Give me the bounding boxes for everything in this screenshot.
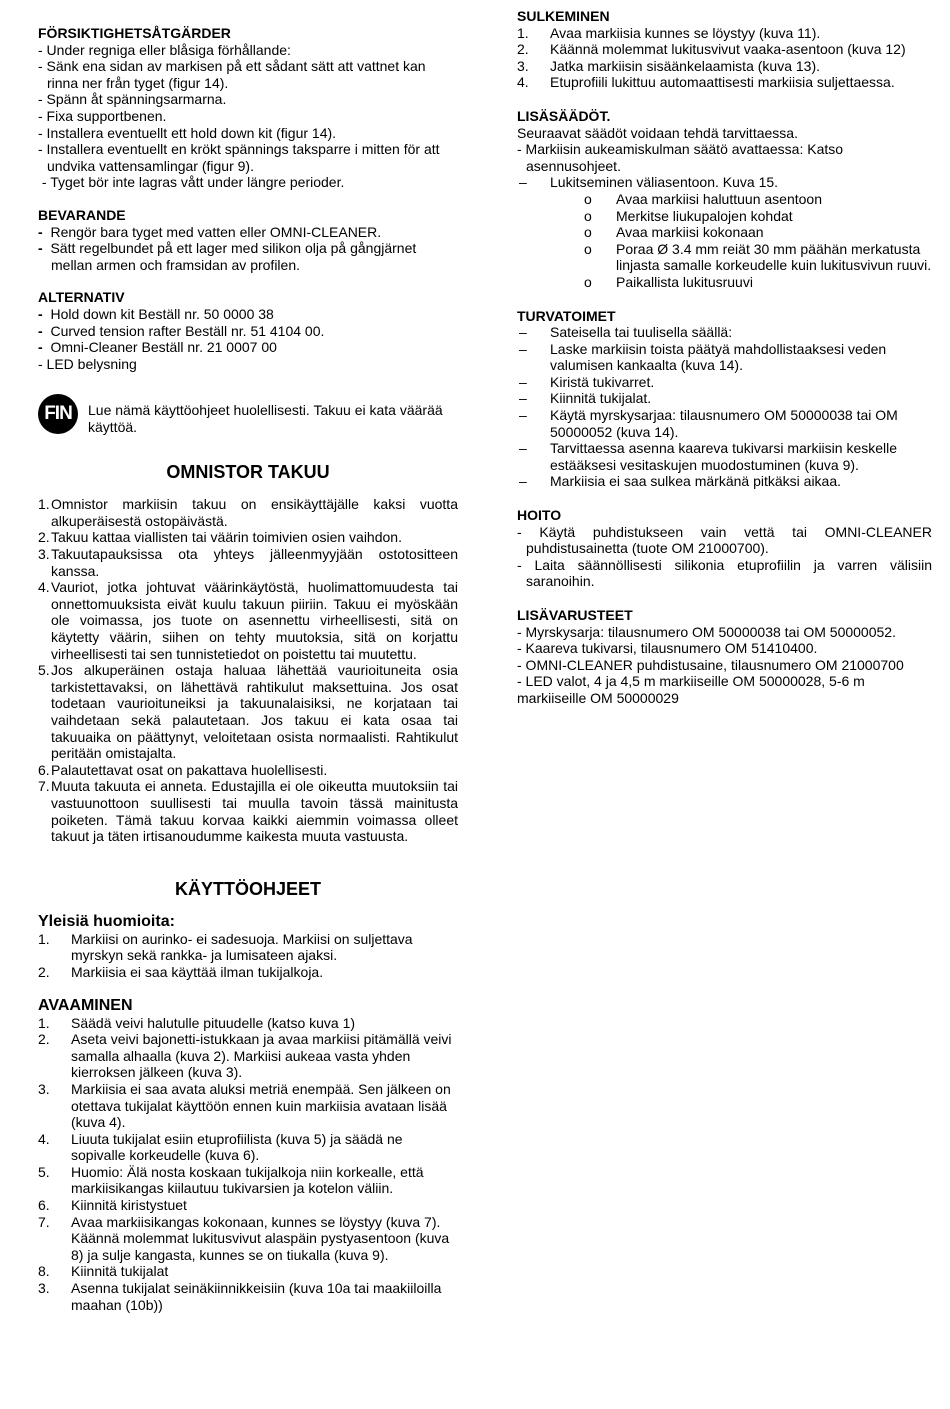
item-number: 1.: [38, 1014, 50, 1031]
dash-marker: -: [38, 223, 43, 240]
dash-marker: –: [519, 473, 527, 490]
item-number: 6.: [38, 1197, 50, 1214]
dash-marker: –: [519, 390, 527, 407]
list-item-text: Muuta takuuta ei anneta. Edustajilla ei ole oikeutta muutoksiin tai vastuunottoon suullisesti tai muulla tavoin tässä mainitusta poiketen. Tämä takuu korvaa kaikki aiemmin voimassa olleet takuut ja täten irtisanoudumme kaikesta muuta vastuusta.: [51, 778, 458, 845]
list-item: [38, 240, 458, 273]
list-item-text: Avaa markiisia kunnes se löystyy (kuva 11).: [550, 24, 821, 41]
list-item-text: Takuutapauksissa ota yhteys jälleenmyyjään ostotositteen kanssa.: [51, 546, 458, 579]
circle-marker: o: [584, 240, 592, 257]
dash-marker: –: [519, 174, 527, 191]
section-care: [517, 507, 932, 590]
item-number: 5.: [38, 1163, 50, 1180]
item-number: 3.: [38, 546, 50, 563]
list-item-text: Käännä molemmat lukitusvivut vaaka-asentoon (kuva 12): [550, 41, 906, 58]
item-number: 6.: [38, 761, 50, 778]
item-number: 8.: [38, 1263, 50, 1280]
list-item-text: Etuprofiili lukittuu automaattisesti markiisia suljettaessa.: [550, 74, 895, 91]
list-item-text: Sateisella tai tuulisella säällä:: [550, 324, 733, 341]
section-heading: AVAAMINEN: [38, 996, 133, 1014]
text-line: Seuraavat säädöt voidaan tehdä tarvittaessa.: [517, 124, 798, 141]
list-item-text: Kiristä tukivarret.: [550, 373, 655, 390]
item-number: 2.: [38, 529, 50, 546]
list-item-text: Huomio: Älä nosta koskaan tukijalkoja niin korkealle, että markiisikangas kiilautuu tukivarsien ja kotelon väliin.: [71, 1163, 424, 1197]
list-item-text: Jatka markiisin sisäänkelaamista (kuva 13).: [550, 57, 820, 74]
list-item: [517, 174, 932, 191]
list-item: [38, 1263, 458, 1280]
section-heading: Yleisiä huomioita:: [38, 912, 175, 930]
section-heading: ALTERNATIV: [38, 289, 125, 306]
list-item: [517, 58, 932, 75]
text-line: - OMNI-CLEANER puhdistusaine, tilausnumero OM 21000700: [517, 656, 904, 673]
list-item-text: Takuu kattaa viallisten tai väärin toimivien osien vaihdon.: [51, 529, 402, 546]
section-alternativ: [38, 289, 458, 372]
list-item-text: Markiisi on aurinko- ei sadesuoja. Markiisi on suljettava myrskyn sekä rankka- ja lumisateen ajaksi.: [71, 930, 413, 964]
item-number: 5.: [38, 662, 50, 679]
text-line: - Fixa supportbenen.: [38, 107, 167, 124]
list-item-text: Paikallista lukitusruuvi: [616, 273, 753, 290]
dash-marker: –: [519, 373, 527, 390]
list-item-text: Laske markiisin toista päätyä mahdollistaaksesi veden valumisen kankaalta (kuva 14).: [550, 340, 887, 374]
right-column: [517, 0, 932, 707]
list-item-text: Aseta veivi bajonetti-istukkaan ja avaa markiisi pitämällä veivi samalla alhaalla (kuva 2). Markiisi aukeaa vasta yhden kierroksen jälkeen (kuva 3).: [71, 1031, 452, 1081]
text-line: - Laita säännöllisesti silikonia etuprofiilin ja varren välisiin saranoihin.: [517, 556, 932, 590]
item-number: 3.: [517, 57, 529, 74]
list-item-text: Lukitseminen väliasentoon. Kuva 15.: [550, 174, 779, 191]
text-line: - LED belysning: [38, 355, 137, 372]
item-number: 2.: [517, 41, 529, 58]
item-number: 1.: [38, 496, 50, 513]
dash-marker: –: [519, 340, 527, 357]
warranty-title: OMNISTOR TAKUU: [166, 462, 330, 483]
text-line: - Kaareva tukivarsi, tilausnumero OM 51410400.: [517, 640, 818, 657]
section-heading: TURVATOIMET: [517, 307, 616, 324]
list-item: [38, 964, 458, 981]
list-item: [517, 324, 932, 341]
list-item: [38, 579, 458, 662]
list-item: [38, 1131, 458, 1164]
list-item: [38, 323, 458, 340]
list-item: [38, 762, 458, 779]
circle-marker: o: [584, 273, 592, 290]
sub-list-item: [517, 274, 932, 291]
item-number: 3.: [38, 1280, 50, 1297]
section-general-notes: [38, 913, 458, 981]
section-heading: FÖRSIKTIGHETSÅTGÄRDER: [38, 25, 231, 41]
list-item-text: Kiinnitä kiristystuet: [71, 1197, 187, 1214]
section-forsiktighet: [38, 25, 458, 191]
list-item-text: Säädä veivi halutulle pituudelle (katso kuva 1): [71, 1014, 356, 1031]
list-item: [38, 1081, 458, 1131]
text-line: - Käytä puhdistukseen vain vettä tai OMNI-CLEANER puhdistusainetta (tuote OM 21000700).: [517, 523, 932, 557]
list-item-text: Kiinnitä tukijalat.: [550, 390, 652, 407]
item-number: 2.: [38, 963, 50, 980]
list-item-text: Rengör bara tyget med vatten eller OMNI-CLEANER.: [50, 223, 382, 240]
list-item: [38, 306, 458, 323]
item-number: 4.: [38, 1130, 50, 1147]
item-number: 4.: [38, 579, 50, 596]
dash-marker: -: [38, 339, 43, 356]
list-item: [517, 440, 932, 473]
list-item: [38, 496, 458, 529]
dash-marker: –: [519, 407, 527, 424]
list-item: [38, 1015, 458, 1032]
list-item-text: Poraa Ø 3.4 mm reiät 30 mm päähän merkatusta linjasta samalle korkeudelle kuin lukitusvivun ruuvi.: [616, 240, 932, 274]
list-item-text: Avaa markiisikangas kokonaan, kunnes se löystyy (kuva 7). Käännä molemmat lukitusvivut alaspäin pystyasentoon (kuva 8) ja sulje kangasta, kunnes se on tiukalla (kuva 9).: [71, 1213, 450, 1263]
section-closing: [517, 8, 932, 91]
list-item-text: Hold down kit Beställ nr. 50 0000 38: [50, 305, 274, 322]
dash-marker: –: [519, 440, 527, 457]
left-column: [38, 0, 458, 1313]
dash-marker: –: [519, 324, 527, 341]
sub-list-item: [517, 208, 932, 225]
list-item: [517, 374, 932, 391]
list-item-text: Avaa markiisi haluttuun asentoon: [616, 190, 822, 207]
list-item: [38, 1031, 458, 1081]
list-item-text: Merkitse liukupalojen kohdat: [616, 207, 793, 224]
list-item-text: Omnistor markiisin takuu on ensikäyttäjälle kaksi vuotta alkuperäisestä ostopäivästä.: [51, 496, 458, 529]
section-heading: BEVARANDE: [38, 206, 126, 223]
list-item-text: Omni-Cleaner Beställ nr. 21 0007 00: [50, 339, 277, 356]
text-line: - Installera eventuellt ett hold down kit (figur 14).: [38, 124, 337, 141]
list-item: [517, 74, 932, 91]
text-line: - Installera eventuellt en krökt spännings taksparre i mitten för att undvika vattensamlingar (figur 9).: [38, 141, 440, 174]
list-item: [517, 25, 932, 42]
list-item: [38, 529, 458, 546]
fin-badge-icon: FIN: [38, 394, 78, 434]
list-item-text: Palautettavat osat on pakattava huolellisesti.: [51, 761, 328, 778]
sub-list-item: [517, 191, 932, 208]
list-item: [38, 778, 458, 844]
section-safety: [517, 308, 932, 491]
list-item: [38, 224, 458, 241]
list-item-text: Kiinnitä tukijalat: [71, 1263, 169, 1280]
list-item-text: Markiisia ei saa avata aluksi metriä enempää. Sen jälkeen on otettava tukijalat käyttöön ennen kuin markiisia avataan lisää (kuva 4).: [71, 1080, 451, 1131]
item-number: 2.: [38, 1031, 50, 1048]
list-item-text: Markiisia ei saa käyttää ilman tukijalkoja.: [71, 963, 324, 980]
text-line: - Sänk ena sidan av markisen på ett sådant sätt att vattnet kan rinna ner från tyget (figur 14).: [38, 58, 426, 91]
list-item-text: Markiisia ei saa sulkea märkänä pitkäksi aikaa.: [550, 473, 842, 490]
list-item: [38, 339, 458, 356]
item-number: 1.: [38, 930, 50, 947]
list-item: [38, 662, 458, 762]
list-item: [38, 1214, 458, 1264]
section-opening: [38, 997, 458, 1314]
list-item: [517, 407, 932, 440]
item-number: 7.: [38, 778, 50, 795]
list-item-text: Sätt regelbundet på ett lager med silikon olja på gångjärnet mellan armen och framsidan av profilen.: [50, 240, 417, 273]
text-line: - Myrskysarja: tilausnumero OM 50000038 tai OM 50000052.: [517, 623, 896, 640]
dash-marker: -: [38, 240, 43, 257]
sub-list-item: [517, 224, 932, 241]
fin-language-notice: [38, 400, 458, 450]
list-item-text: Avaa markiisi kokonaan: [616, 224, 764, 241]
item-number: 1.: [517, 24, 529, 41]
list-item: [517, 473, 932, 490]
text-line: - Markiisin aukeamiskulman säätö avattaessa: Katso asennusohjeet.: [517, 141, 844, 174]
list-item-text: Vauriot, jotka johtuvat väärinkäytöstä, huolimattomuudesta tai onnettomuuksista eivät kuulu takuun piiriin. Takuu ei myöskään ole voimassa, jos tuote on asennettu virheellisesti, sitä on käytetty väärin, siihen on tehty muutoksia, sitä on korjattu virheellisesti tai sen tunnistetiedot on poistettu tai muutettu.: [51, 579, 458, 662]
text-line: - LED valot, 4 ja 4,5 m markiiseille OM 50000028, 5-6 m markiiseille OM 50000029: [517, 673, 865, 706]
list-item-text: Käytä myrskysarjaa: tilausnumero OM 50000038 tai OM 50000052 (kuva 14).: [550, 407, 898, 440]
list-item: [38, 931, 458, 964]
list-item: [38, 1280, 458, 1313]
section-adjustments: [517, 108, 932, 291]
section-heading: LISÄSÄÄDÖT.: [517, 107, 611, 124]
sub-list-item: [517, 241, 932, 274]
instructions-title: KÄYTTÖOHJEET: [174, 878, 321, 899]
dash-marker: -: [38, 322, 43, 339]
section-heading: HOITO: [517, 507, 562, 524]
list-item: [517, 41, 932, 58]
item-number: 4.: [517, 74, 529, 91]
list-item-text: Tarvittaessa asenna kaareva tukivarsi markiisin keskelle estääksesi vesitaskujen muodostuminen (kuva 9).: [550, 440, 898, 473]
list-item: [38, 1197, 458, 1214]
section-bevarande: [38, 207, 458, 273]
list-item: [38, 546, 458, 579]
circle-marker: o: [584, 224, 592, 241]
section-heading: SULKEMINEN: [517, 8, 610, 24]
section-warranty: [38, 496, 458, 844]
item-number: 3.: [38, 1080, 50, 1097]
item-number: 7.: [38, 1213, 50, 1230]
list-item: [517, 341, 932, 374]
text-line: - Under regniga eller blåsiga förhållande:: [38, 41, 291, 58]
section-accessories: [517, 607, 932, 707]
circle-marker: o: [584, 207, 592, 224]
list-item: [517, 390, 932, 407]
list-item: [38, 1164, 458, 1197]
section-heading: LISÄVARUSTEET: [517, 607, 633, 623]
circle-marker: o: [584, 190, 592, 207]
text-line: - Spänn åt spänningsarmarna.: [38, 91, 227, 108]
list-item-text: Jos alkuperäinen ostaja haluaa lähettää vaurioituneita osia tarkistettavaksi, on lähettävä rahtikulut maksettuina. Jos osat todetaan vaurioituneiksi ja takuunalaisiksi, ne korjataan tai vaihdetaan sekä palautetaan. Jos takuu ei kata osaa tai takuuaika on päättynyt, veloitetaan osista normaalisti. Rahtikulut peritään omistajalta.: [51, 662, 458, 762]
dash-marker: -: [38, 305, 43, 322]
list-item-text: Asenna tukijalat seinäkiinnikkeisiin (kuva 10a tai maakiiloilla maahan (10b)): [71, 1280, 442, 1313]
list-item-text: Liuuta tukijalat esiin etuprofiilista (kuva 5) ja säädä ne sopivalle korkeudelle (kuva 6).: [71, 1130, 403, 1164]
list-item-text: Curved tension rafter Beställ nr. 51 4104 00.: [50, 322, 325, 339]
text-line: - Tyget bör inte lagras vått under längre perioder.: [38, 174, 345, 191]
fin-notice-text: Lue nämä käyttöohjeet huolellisesti. Takuu ei kata väärää käyttöä.: [88, 402, 443, 435]
